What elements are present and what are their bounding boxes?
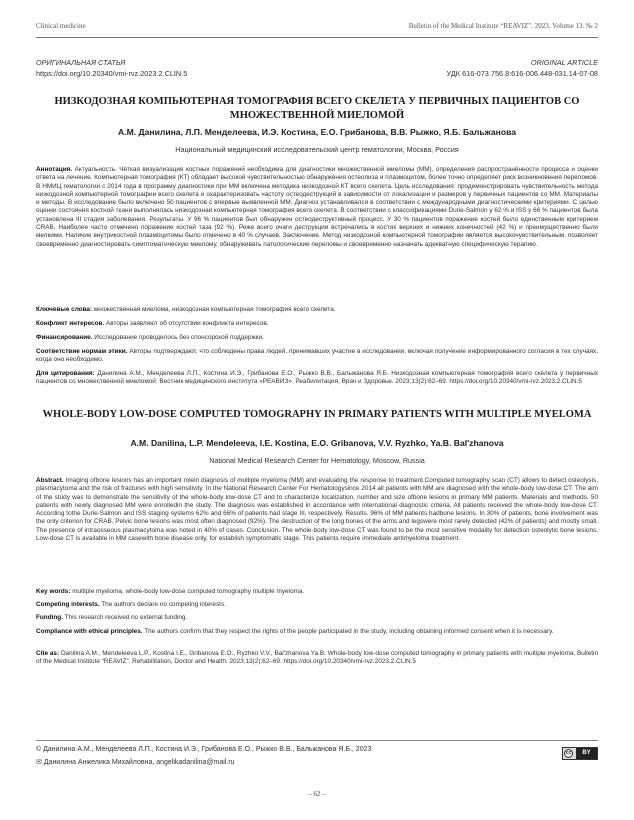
citation-en [36,650,598,667]
compliance-en-text: The authors confirm that they respect the rights of the people participated in the study, including obtaining informed consent when it is necessary. [144,628,554,635]
authors-en: A.M. Danilina, L.P. Mendeleeva, I.E. Kostina, E.O. Gribanova, V.V. Ryzhko, Ya.B. Bal'zhanova [130,438,504,448]
compliance-en-label: Compliance with ethical principles. [36,628,143,635]
conflict-ru [36,320,598,328]
keywords-ru-text: множественная миелома, низкодозная компьютерная томография всего скелета. [93,306,336,313]
cc-by-label: BY [576,748,597,759]
cc-circle-icon: cc [565,750,572,756]
ethics-ru-text: Авторы подтверждают, что соблюдены права людей, принимавших участие в исследовании, включая получение информированного согласия в тех случаях, когда оно необходимо. [36,348,599,364]
abstract-en-label: Abstract. [36,477,64,484]
competing-en-label: Competing interests. [36,601,100,608]
citation-ru-text: Данилина А.М., Менделеева Л.П., Костина И.Э., Грибанова Е.О., Рыжко В.В., Бальжанова Я.Б. Низкодозная компьютерная томография всего скелета у первичных пациентов со множественной миеломой. Вестник медицинского института «РЕАВИЗ». Реабилитация, Врач и Здоровье. 2023;13(2):62–69. https://doi.org/10.20340/vmi-rvz.2023.2.CLIN.5 [36,370,598,386]
affiliation-en: National Medical Research Center for Hematology, Moscow, Russia [209,456,425,465]
citation-en-label: Cite as: [36,650,60,657]
copyright-line: © Данилина А.М., Менделеева Л.П., Костина И.Э., Грибанова Е.О., Рыжко В.В., Бальжанова Я.Б., 2023 [36,746,372,753]
abstract-ru-label: Аннотация. [36,166,73,173]
footer-divider [36,740,598,741]
abstract-ru-text: Актуальность. Чёткая визуализация костных поражений необходима для диагностики множественной миеломы (ММ), определения распространённости процесса и оценки ответа на лечение. Компьютерная томография (КТ) обладает высокой чувствительностью обнаружения остеолиза и плазмоцитом, более точно определяет риск возникновения переломов. В НМИЦ гематологии с 2014 года в программу диагностики при ММ включена методика низкодозной КТ всего скелета. Цель исследования: продемонстрировать чувствительность метода низкодозной компьютерной томографии всего скелета и охарактеризовать частоту остеодеструкций в зависимости от локализации и размеров у первичных пациентов со ММ. Материалы и методы. В исследование было включено 50 пациентов с впервые выявленной ММ. Диагноз устанавливался в соответствии с международными диагностическими критериями. С целью оценки состояния костной ткани выполнялась низкодозная компьютерная томография всего скелета. В соответствии с классификациями Durie-Salmon у 62 % и ISS у 66 % пациентов была установлена III стадия заболевания. Результаты. У 96 % пациентов был обнаружен остеодеструктивный процесс. У 30 % пациентов поражение костей было единственным критерием CRAB. Наиболее часто отмечено поражение костей таза (92 %). Реже всего очаги деструкции встречались в костях верхних и нижних конечностей (42 %) и преимущественно были мелкими. Наличие внутрикостной плазмоцитомы было отмечено в 40 % случаев. Заключение. Метод низкодозной компьютерной томографии является высокочувствительным, позволяет своевременно диагностировать симптоматическую миелому, обнаруживать патологические переломы и своевременно назначать адекватную специфическую терапию. [36,166,598,248]
cc-license-icon[interactable] [562,747,598,760]
citation-ru [36,370,598,387]
competing-en [36,601,598,609]
funding-ru [36,334,598,342]
title-en: WHOLE-BODY LOW-DOSE COMPUTED TOMOGRAPHY IN PRIMARY PATIENTS WITH MULTIPLE MYELOMA [42,409,592,420]
doi-link[interactable]: https://doi.org/10.20340/vmi-rvz.2023.2.CLIN.5 [36,69,188,78]
abstract-en [36,477,598,543]
funding-en-text: This research received no external funding. [64,614,188,621]
citation-ru-label: Для цитирования: [36,370,95,377]
keywords-ru [36,306,598,314]
ethics-ru [36,348,598,365]
keywords-en-text: multiple myeloma, whole-body low-dose computed tomography multiple myeloma. [72,588,305,595]
article-meta-row-1 [36,58,598,67]
keywords-en [36,588,598,596]
authors-ru: А.М. Данилина, Л.П. Менделеева, И.Э. Костина, Е.О. Грибанова, В.В. Рыжко, Я.Б. Бальжанова [117,127,517,137]
funding-ru-text: Исследование проводилось без спонсорской поддержки. [94,334,264,341]
page-number: – 62 – [308,790,326,798]
correspondence-line[interactable]: ✉ Данилина Анжелика Михайловна, angelikadanilina@mail.ru [36,759,235,766]
title-ru: НИЗКОДОЗНАЯ КОМПЬЮТЕРНАЯ ТОМОГРАФИЯ ВСЕГО СКЕЛЕТА У ПЕРВИЧНЫХ ПАЦИЕНТОВ СО МНОЖЕСТВЕННОЙ МИЕЛОМОЙ [54,96,580,121]
affiliation-ru: Национальный медицинский исследовательский центр гематологии, Москва, Россия [175,145,459,154]
running-header [36,22,598,34]
article-meta-row-2 [36,69,598,78]
header-divider [36,37,598,38]
ethics-ru-label: Соответствие нормам этики. [36,348,128,355]
funding-en [36,614,598,622]
keywords-en-label: Key words: [36,588,71,595]
citation-en-text: Danilina A.M., Mendeleeva L.P., Kostina I.E., Gribanova E.O., Ryzhko V.V., Bal'zhanova Ya.B. Whole-body low-dose computed tomography in primary patients with multiple myeloma. Bulletin of the Medical Institute “REAVIZ”. Rehabilitation, Doctor and Health. 2023;13(2):62–69. https://doi.org/10.20340/vmi-rvz.2023.2.CLIN.5 [36,650,598,666]
conflict-ru-label: Конфликт интересов. [36,320,105,327]
competing-en-text: The authors declare no competing interests. [101,601,226,608]
keywords-ru-label: Ключевые слова: [36,306,93,313]
funding-ru-label: Финансирование. [36,334,93,341]
udk-code: УДК 616-073.756.8:616-006.448-031.14-07-08 [446,69,598,78]
article-type-ru: ОРИГИНАЛЬНАЯ СТАТЬЯ [36,58,126,67]
compliance-en [36,628,598,636]
article-type-en: ORIGINAL ARTICLE [530,58,598,67]
header-journal: Bulletin of the Medical Institute “REAVIZ”. 2023. Volume 13. № 2 [408,22,598,30]
conflict-ru-text: Авторы заявляют об отсутствии конфликта интересов. [105,320,269,327]
abstract-ru [36,166,598,249]
header-section: Clinical medicine [36,22,86,30]
abstract-en-text: Imaging ofbone lesions has an important rolein diagnosis of multiple myeloma (MM) and evaluating the response to treatment.Computed tomography scan (CT) allows to detect osteolysis, plasmacytoma and the risk of fractures with high sensitivity. In the National Research Center For Hematologysince 2014 all patients with MM are diagnosed with the whole-body low-dose CT. The aim of the study was to demonstrate the sensitivity of the whole-body low-dose CT and to characterize localization, number and size ofbone lesions in primary MM patients. Materials and methods. 50 patients with newly diagnosed MM were enrolledin the study. The diagnosis was established in accordance with international diagnostic criteria. All patients received the whole-body low-dose CT. According tothe Durie-Salmon and ISS staging systems 62% and 66% of patients had stage III, respectively. Results. 96% of MM patients hadbone lesions. In 30% of patients, bone involvement was the only criterion for CRAB. Pelvic bone lesions was most often diagnosed (92%). The destruction of the long bones of the arms and legswere most rarely detected (42% of patients) and mostly small. The presence of intraosseous plasmacytoma was noted in 40% of cases. Conclusion. The whole-body low-dose CT was found to be the most sensitive modality for detection osteolytic bone lesions. Low-dose CT is available in MM casewith bone disease only, for establish symptomatic stage. This patients require immediate antimyeloma treatment. [36,477,598,543]
funding-en-label: Funding. [36,614,63,621]
